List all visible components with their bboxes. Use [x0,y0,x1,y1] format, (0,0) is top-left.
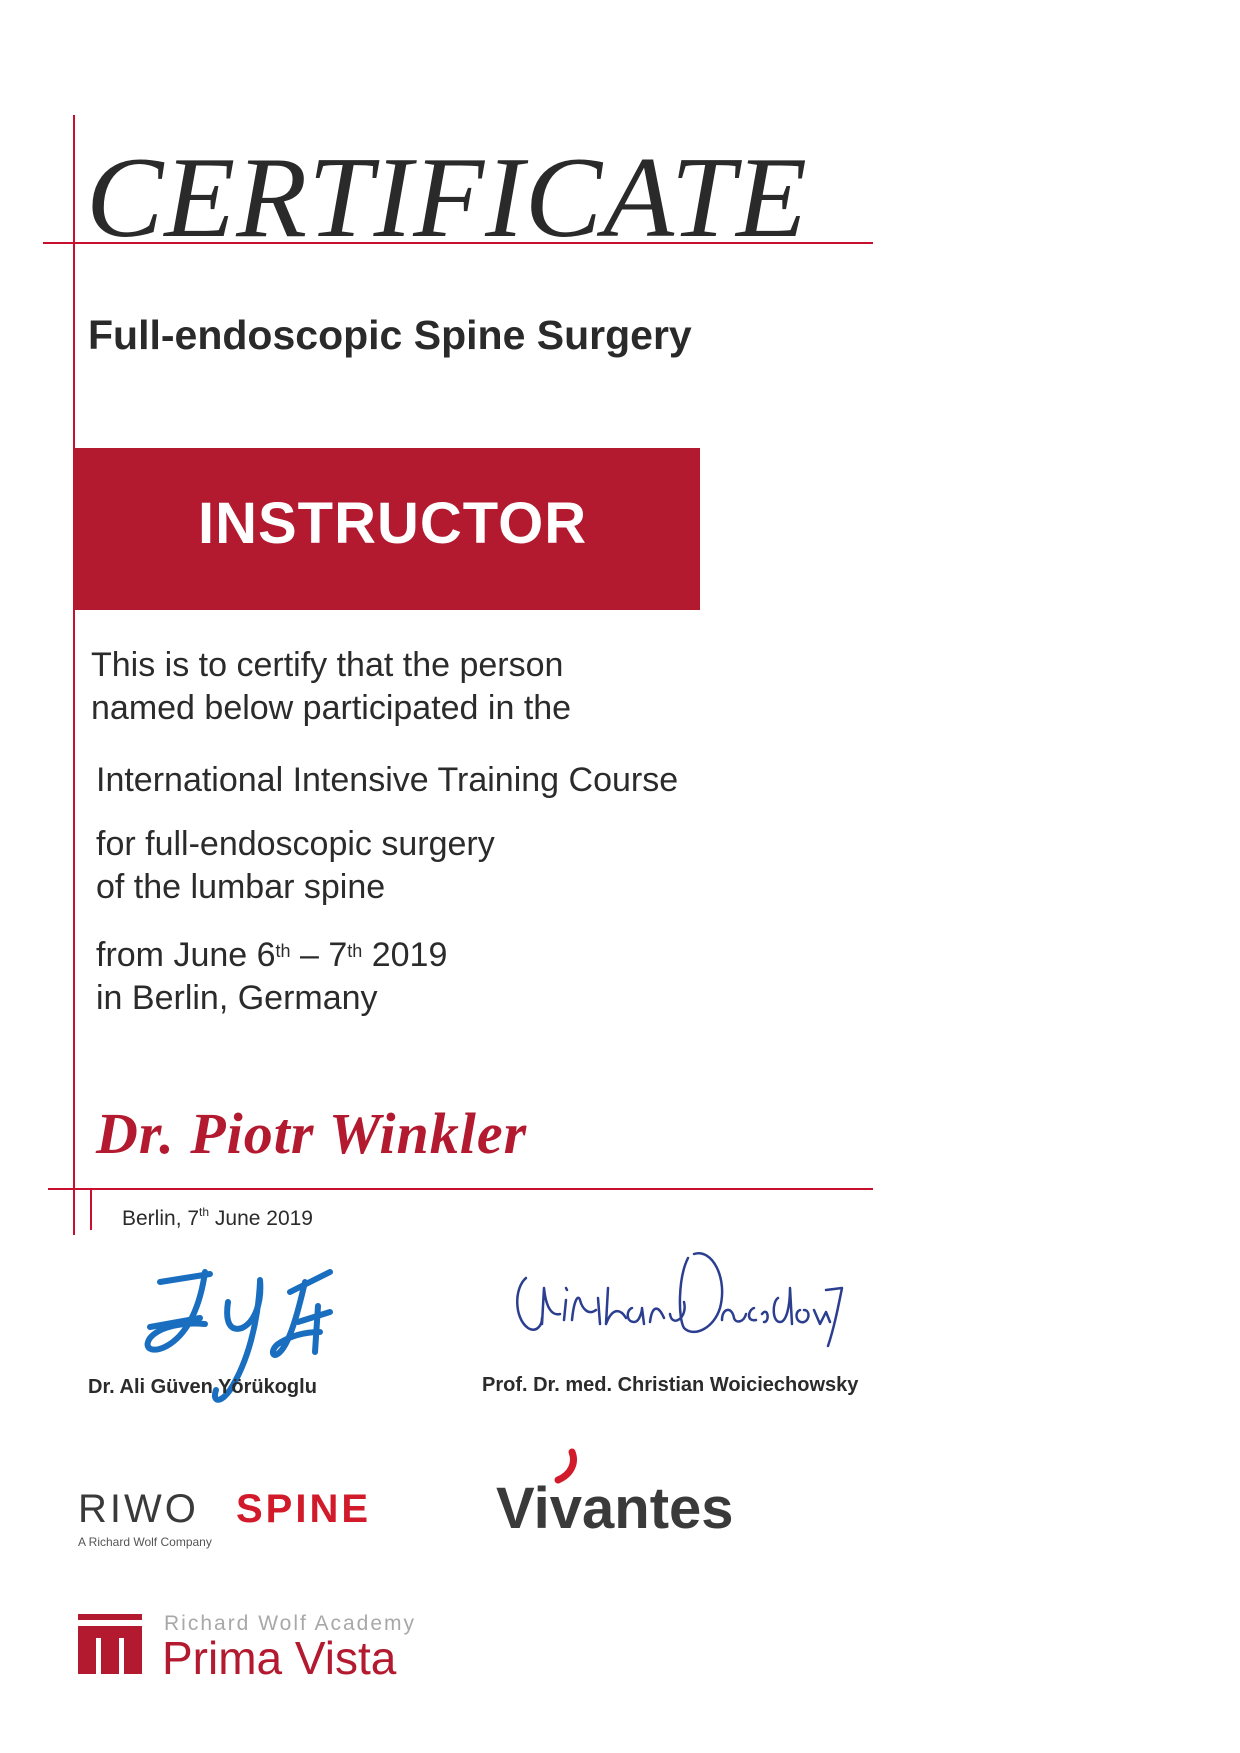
certificate-title: CERTIFICATE [86,134,809,262]
role-banner [74,448,700,610]
certify-line-1: This is to certify that the person [91,646,564,684]
signatory-name-2: Prof. Dr. med. Christian Woiciechowsky [482,1374,859,1396]
name-underline [48,1188,873,1190]
signature-woiciechowsky [508,1238,848,1363]
riwospine-logo-right: SPINE [236,1487,372,1531]
academy-name: Richard Wolf Academy [164,1612,417,1635]
topic-line-1: for full-endoscopic surgery [96,825,495,863]
prima-vista-wordmark: Prima Vista [162,1632,397,1684]
course-dates [96,934,447,1020]
certify-line-2: named below participated in the [91,689,572,727]
riwospine-tagline: A Richard Wolf Company [78,1535,212,1549]
topic-line-2: of the lumbar spine [96,868,386,906]
riwospine-logo-left: RIWO [78,1487,199,1531]
date-border-line [90,1188,92,1230]
location-line: in Berlin, Germany [96,979,378,1017]
riwospine-logo [78,1482,418,1552]
role-label: INSTRUCTOR [198,491,588,556]
course-name: International Intensive Training Course [96,761,679,799]
academy-m-icon [78,1614,142,1674]
recipient-name: Dr. Piotr Winkler [96,1101,528,1166]
vivantes-logo [496,1444,756,1544]
prima-vista-logo [78,1602,418,1692]
signatory-name-1: Dr. Ali Güven Yörükoglu [88,1376,317,1398]
signature-yorukoglu [130,1262,360,1427]
vivantes-wordmark: Vivantes [496,1476,734,1541]
issue-date: Berlin, 7th June 2019 [122,1205,313,1230]
course-subtitle: Full-endoscopic Spine Surgery [88,312,692,358]
certify-statement [91,644,571,730]
course-topic [96,823,495,909]
dates-line: from June 6th – 7th 2019 [96,936,448,974]
left-border-line [73,115,75,1235]
